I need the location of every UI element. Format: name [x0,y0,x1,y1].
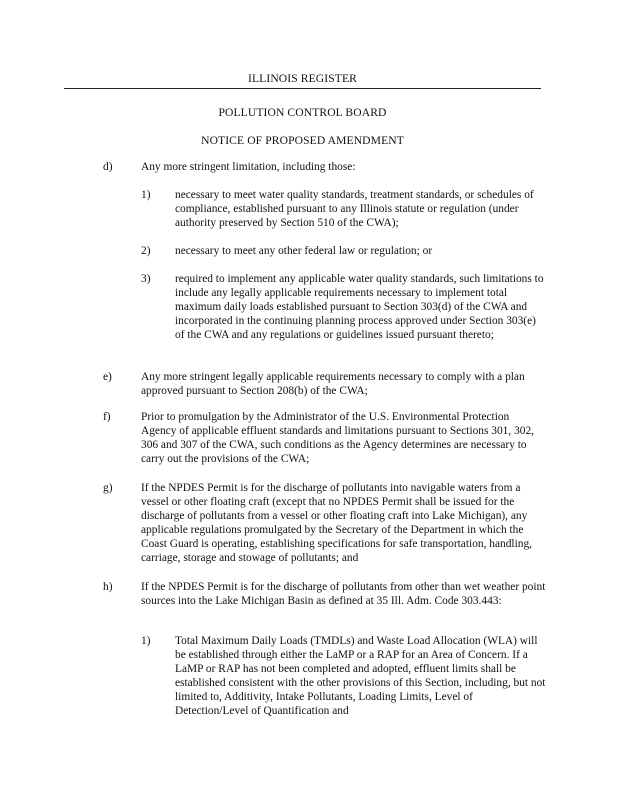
board-title: POLLUTION CONTROL BOARD [218,106,387,119]
item-d-label: d) [103,161,113,173]
item-h-label: h) [103,581,113,593]
item-d2-label: 2) [141,245,151,257]
item-d1-text: necessary to meet water quality standards, treatment standards, or schedules of compliance, established pursuant to any Illinois statute or regulation (under authority preserved by Section 510 of the CWA); [175,189,534,229]
notice-title: NOTICE OF PROPOSED AMENDMENT [201,134,404,147]
item-d1-label: 1) [141,189,151,201]
item-d2-text: necessary to meet any other federal law or regulation; or [175,245,433,257]
item-e-text: Any more stringent legally applicable requirements necessary to comply with a plan approved pursuant to Section 208(b) of the CWA; [141,371,525,397]
item-h1-text: Total Maximum Daily Loads (TMDLs) and Waste Load Allocation (WLA) will be established through either the LaMP or a RAP for an Area of Concern. If a LaMP or RAP has not been completed and adopted, effluent limits shall be established consistent with the other provisions of this Section, including, but not limited to, Additivity, Intake Pollutants, Loading Limits, Level of Detection/Level of Quantification and [175,635,546,717]
item-g-text: If the NPDES Permit is for the discharge of pollutants into navigable waters from a vessel or other floating craft (except that no NPDES Permit shall be issued for the discharge of pollutants from a vessel or other floating craft into Lake Michigan), any applicable regulations promulgated by the Secretary of the Department in which the Coast Guard is operating, establishing specifications for safe transportation, handling, carriage, storage and stowage of pollutants; and [141,482,532,564]
item-h-text: If the NPDES Permit is for the discharge of pollutants from other than wet weather point sources into the Lake Michigan Basin as defined at 35 Ill. Adm. Code 303.443: [141,581,546,607]
item-f-text: Prior to promulgation by the Administrator of the U.S. Environmental Protection Agency of applicable effluent standards and limitations pursuant to Sections 301, 302, 306 and 307 of the CWA, such conditions as the Agency determines are necessary to carry out the provisions of the CWA; [141,411,534,465]
item-d3-label: 3) [141,273,151,285]
item-e-label: e) [103,371,112,383]
item-g-label: g) [103,482,113,494]
item-d-text: Any more stringent limitation, including those: [141,161,356,173]
item-d3-text: required to implement any applicable water quality standards, such limitations to include any legally applicable requirements necessary to implement total maximum daily loads established pursuant to Section 303(d) of the CWA and incorporated in the continuing planning process approved under Section 303(e) of the CWA and any regulations or guidelines issued pursuant thereto; [175,273,544,341]
item-f-label: f) [103,411,111,423]
header-rule [64,88,541,89]
item-h1-label: 1) [141,635,151,647]
register-title: ILLINOIS REGISTER [248,72,357,85]
